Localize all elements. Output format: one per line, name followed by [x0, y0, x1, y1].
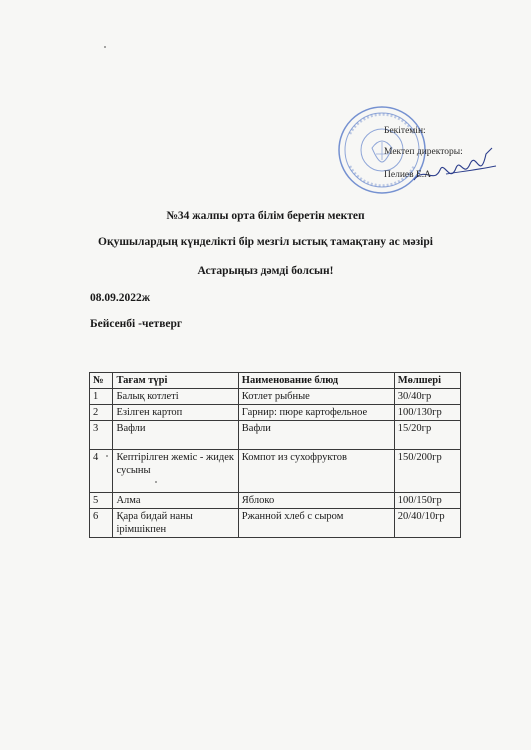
row-number: 6	[90, 509, 113, 538]
row-dish-ru: Котлет рыбные	[238, 389, 394, 405]
menu-date: 08.09.2022ж	[90, 292, 151, 304]
row-dish-ru: Вафли	[238, 421, 394, 450]
header-dish-type: Тағам түрі	[113, 373, 238, 389]
row-number: 1	[90, 389, 113, 405]
table-row	[90, 509, 461, 538]
row-number: 2	[90, 405, 113, 421]
scan-speck	[155, 481, 157, 483]
row-portion: 30/40гр	[394, 389, 460, 405]
scan-speck	[104, 46, 106, 48]
row-dish-kz: Балық котлеті	[113, 389, 238, 405]
menu-table	[89, 372, 461, 538]
row-dish-kz: Езілген картоп	[113, 405, 238, 421]
table-row	[90, 405, 461, 421]
menu-title: Оқушылардың күнделікті бір мезгіл ыстық тамақтану ас мәзірі	[98, 236, 433, 248]
header-number: №	[90, 373, 113, 389]
header-portion: Мөлшері	[394, 373, 460, 389]
row-dish-kz: Кептірілген жеміс - жидек сусыны	[113, 450, 238, 493]
row-number: 4	[90, 450, 113, 493]
row-dish-ru: Гарнир: пюре картофельное	[238, 405, 394, 421]
row-dish-kz: Вафли	[113, 421, 238, 450]
row-portion: 20/40/10гр	[394, 509, 460, 538]
approval-title: Бекітемін:	[384, 126, 426, 136]
wish-line: Астарыңыз дәмді болсын!	[197, 265, 334, 277]
table-row	[90, 421, 461, 450]
menu-weekday: Бейсенбі -четверг	[90, 318, 183, 330]
school-name: №34 жалпы орта білім беретін мектеп	[166, 210, 365, 222]
row-portion: 15/20гр	[394, 421, 460, 450]
row-dish-ru: Компот из сухофруктов	[238, 450, 394, 493]
table-row	[90, 450, 461, 493]
row-number: 5	[90, 493, 113, 509]
header-dish-name: Наименование блюд	[238, 373, 394, 389]
row-dish-ru: Яблоко	[238, 493, 394, 509]
row-dish-kz: Алма	[113, 493, 238, 509]
row-dish-kz: Қара бидай наны ірімшікпен	[113, 509, 238, 538]
table-header-row	[90, 373, 461, 389]
table-row	[90, 389, 461, 405]
row-number: 3	[90, 421, 113, 450]
approval-name: Пелиев Е.А	[384, 170, 432, 180]
scan-speck	[106, 455, 108, 457]
table-row	[90, 493, 461, 509]
row-portion: 100/130гр	[394, 405, 460, 421]
row-dish-ru: Ржанной хлеб с сыром	[238, 509, 394, 538]
row-portion: 150/200гр	[394, 450, 460, 493]
approval-role: Мектеп директоры:	[384, 147, 463, 157]
row-portion: 100/150гр	[394, 493, 460, 509]
approval-block	[336, 104, 496, 194]
